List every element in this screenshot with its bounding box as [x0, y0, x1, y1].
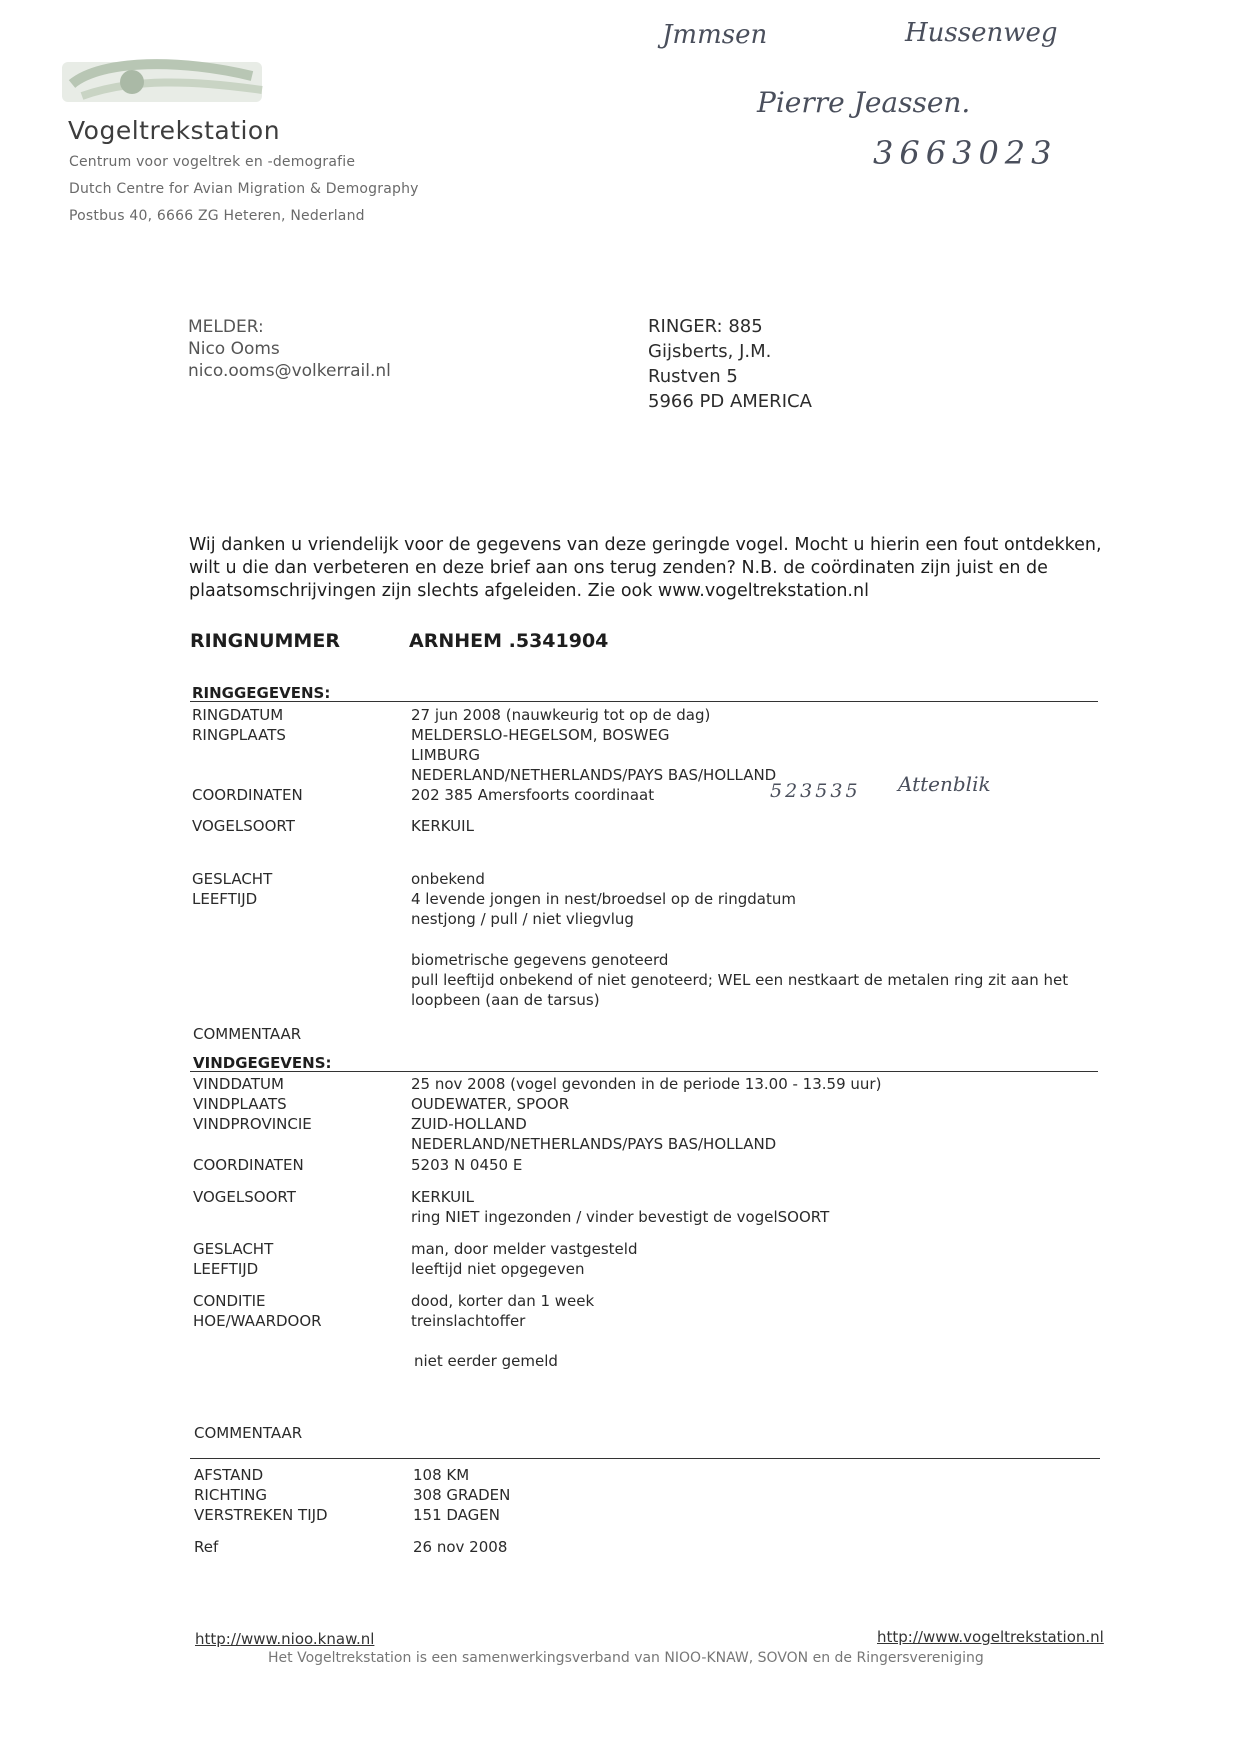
ringdatum-value: 27 jun 2008 (nauwkeurig tot op de dag): [411, 706, 711, 724]
vind-leeftijd-label: LEEFTIJD: [193, 1260, 259, 1278]
vind-comment-label: COMMENTAAR: [194, 1424, 303, 1442]
footer-link-vogeltrekstation[interactable]: http://www.vogeltrekstation.nl: [877, 1628, 1104, 1646]
ring-bio-line3: loopbeen (aan de tarsus): [411, 991, 600, 1009]
niet-eerder-gemeld: niet eerder gemeld: [414, 1352, 558, 1370]
ref-value: 26 nov 2008: [413, 1538, 508, 1556]
richting-value: 308 GRADEN: [413, 1486, 511, 1504]
verstreken-tijd-label: VERSTREKEN TIJD: [194, 1506, 328, 1524]
ring-soort-label: VOGELSOORT: [192, 817, 295, 835]
conditie-value: dood, korter dan 1 week: [411, 1292, 595, 1310]
vindplaats-label: VINDPLAATS: [193, 1095, 287, 1113]
ringplaats-country: NEDERLAND/NETHERLANDS/PAYS BAS/HOLLAND: [411, 766, 777, 784]
vind-coord-value: 5203 N 0450 E: [411, 1156, 523, 1174]
vindplaats-value: OUDEWATER, SPOOR: [411, 1095, 570, 1113]
vind-soort-note: ring NIET ingezonden / vinder bevestigt de vogelSOORT: [411, 1208, 830, 1226]
vindprovincie-label: VINDPROVINCIE: [193, 1115, 312, 1133]
vind-geslacht-label: GESLACHT: [193, 1240, 274, 1258]
richting-label: RICHTING: [194, 1486, 268, 1504]
ring-geslacht-value: onbekend: [411, 870, 485, 888]
ringer-number: RINGER: 885: [648, 316, 763, 337]
hoe-waardoor-label: HOE/WAARDOOR: [193, 1312, 322, 1330]
handwritten-coord-note-2: Attenblik: [898, 772, 991, 796]
org-name: Vogeltrekstation: [68, 116, 281, 145]
melder-name: Nico Ooms: [188, 339, 280, 359]
vind-leeftijd-value: leeftijd niet opgegeven: [411, 1260, 585, 1278]
vind-coord-label: COORDINATEN: [193, 1156, 304, 1174]
ring-bio-line2: pull leeftijd onbekend of niet genoteerd; WEL een nestkaart de metalen ring zit aan het: [411, 971, 1069, 989]
divider: [190, 1071, 1098, 1072]
ringer-city: 5966 PD AMERICA: [648, 391, 812, 412]
vind-soort-value: KERKUIL: [411, 1188, 474, 1206]
handwritten-note-right: Hussenweg: [905, 18, 1058, 48]
hoe-waardoor-value: treinslachtoffer: [411, 1312, 526, 1330]
vindprovincie-value: ZUID-HOLLAND: [411, 1115, 527, 1133]
verstreken-tijd-value: 151 DAGEN: [413, 1506, 501, 1524]
footer-link-nioo[interactable]: http://www.nioo.knaw.nl: [195, 1630, 375, 1648]
ring-geslacht-label: GESLACHT: [192, 870, 273, 888]
afstand-label: AFSTAND: [194, 1466, 264, 1484]
divider: [190, 1458, 1100, 1459]
handwritten-note-left: Jmmsen: [662, 20, 768, 50]
handwritten-name: Pierre Jeassen.: [757, 86, 971, 119]
ring-comment-label: COMMENTAAR: [193, 1025, 302, 1043]
vind-country: NEDERLAND/NETHERLANDS/PAYS BAS/HOLLAND: [411, 1135, 777, 1153]
ring-soort-value: KERKUIL: [411, 817, 474, 835]
ref-label: Ref: [194, 1538, 219, 1556]
ringplaats-province: LIMBURG: [411, 746, 481, 764]
ring-coord-label: COORDINATEN: [192, 786, 303, 804]
ringdatum-label: RINGDATUM: [192, 706, 284, 724]
intro-paragraph: Wij danken u vriendelijk voor de gegevens van deze geringde vogel. Mocht u hierin een fout ontdekken, wilt u die dan verbeteren en deze brief aan ons terug zenden? N.B. de coördinaten zijn juist en de plaatsomschrijvingen zijn slechts afgeleiden. Zie ook www.vogeltrekstation.nl: [189, 535, 1102, 601]
vinddatum-value: 25 nov 2008 (vogel gevonden in de periode 13.00 - 13.59 uur): [411, 1075, 882, 1093]
ringer-name: Gijsberts, J.M.: [648, 341, 772, 362]
ringplaats-label: RINGPLAATS: [192, 726, 286, 744]
vinddatum-label: VINDDATUM: [193, 1075, 284, 1093]
ringnummer-value: ARNHEM .5341904: [409, 630, 609, 652]
org-subtitle-en: Dutch Centre for Avian Migration & Demography: [69, 181, 419, 197]
ring-coord-value: 202 385 Amersfoorts coordinaat: [411, 786, 655, 804]
vindgegevens-heading: VINDGEGEVENS:: [193, 1054, 332, 1072]
ringplaats-value: MELDERSLO-HEGELSOM, BOSWEG: [411, 726, 670, 744]
ring-bio-line1: biometrische gegevens genoteerd: [411, 951, 669, 969]
ringer-block: [648, 314, 812, 414]
melder-heading: MELDER:: [188, 317, 264, 337]
conditie-label: CONDITIE: [193, 1292, 266, 1310]
ring-leeftijd-value: 4 levende jongen in nest/broedsel op de ringdatum: [411, 890, 796, 908]
melder-block: [188, 316, 391, 382]
handwritten-number: 3663023: [873, 134, 1058, 172]
melder-email: nico.ooms@volkerrail.nl: [188, 361, 391, 381]
vind-soort-label: VOGELSOORT: [193, 1188, 296, 1206]
ring-leeftijd-label: LEEFTIJD: [192, 890, 258, 908]
ringer-street: Rustven 5: [648, 366, 738, 387]
vogeltrekstation-logo-icon: [62, 54, 282, 112]
ringgegevens-heading: RINGGEGEVENS:: [192, 684, 331, 702]
org-subtitle-nl: Centrum voor vogeltrek en -demografie: [69, 154, 356, 170]
ringnummer-label: RINGNUMMER: [190, 630, 340, 652]
footer-text: Het Vogeltrekstation is een samenwerkingsverband van NIOO-KNAW, SOVON en de Ringersvereniging: [268, 1650, 984, 1666]
ring-leeftijd-detail: nestjong / pull / niet vliegvlug: [411, 910, 634, 928]
divider: [190, 701, 1098, 702]
vind-geslacht-value: man, door melder vastgesteld: [411, 1240, 638, 1258]
afstand-value: 108 KM: [413, 1466, 470, 1484]
org-address: Postbus 40, 6666 ZG Heteren, Nederland: [69, 208, 365, 224]
handwritten-coord-note: 523535: [770, 780, 861, 802]
